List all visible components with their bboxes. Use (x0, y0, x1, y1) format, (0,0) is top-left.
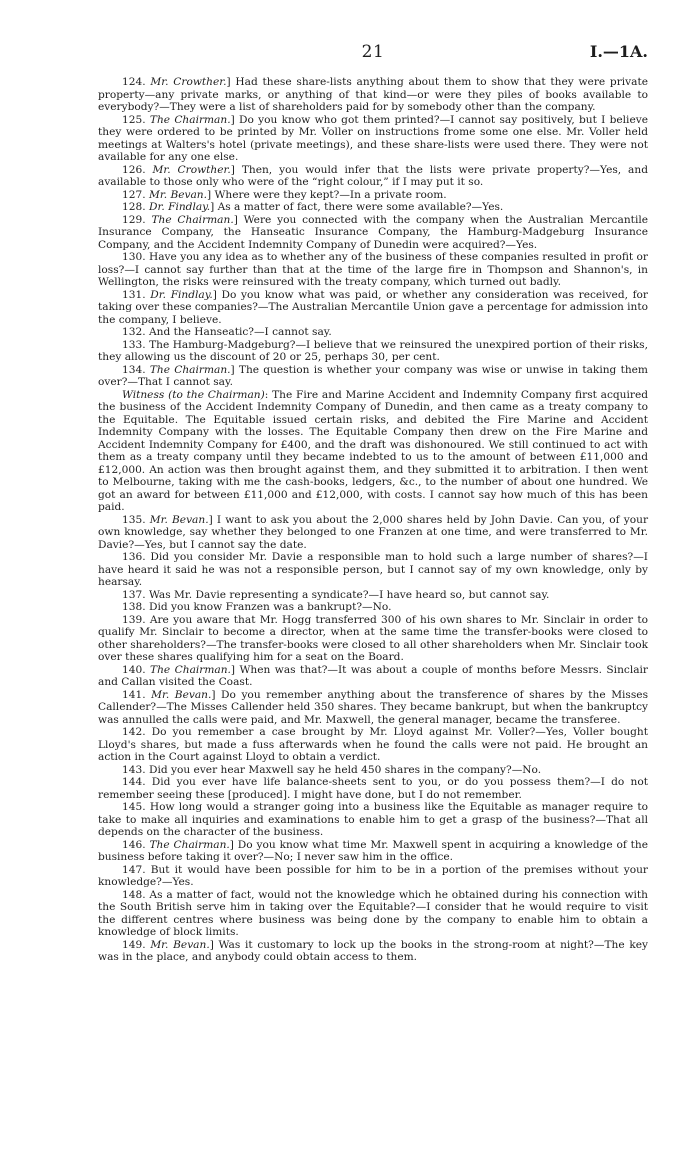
testimony-text: ] When was that?—It was about a couple of months before Messrs. Sinclair and Callan visited the Coast. (98, 663, 648, 688)
testimony-text: ] Do you know what was paid, or whether any consideration was received, for taking over these companies?—The Australian Mercantile Union gave a percentage for admission into the company, I believe. (98, 288, 648, 326)
speaker-name: Mr. Bevan. (149, 513, 209, 526)
testimony-paragraph (98, 201, 648, 214)
testimony-text: ] I want to ask you about the 2,000 shares held by John Davie. Can you, of your own knowledge, say whether they belonged to one Franzen at one time, and were transferred to Mr. Davie?—Yes, but I cannot say the date. (98, 513, 649, 551)
testimony-paragraph (98, 326, 648, 339)
testimony-paragraph (98, 364, 648, 389)
testimony-text: Do you remember a case brought by Mr. Lloyd against Mr. Voller?—Yes, Voller bought Lloyd's shares, but made a fuss afterwards when he found the calls were not paid. He brought an action in the Court against Lloyd to obtain a verdict. (98, 726, 648, 763)
testimony-paragraph (98, 289, 648, 327)
testimony-text: How long would a stranger going into a business like the Equitable as manager require to take to make all inquiries and examinations to enable him to get a grasp of the business?—That all depends on the character of the business. (98, 801, 648, 838)
testimony-paragraph (98, 189, 648, 202)
testimony-paragraph (98, 889, 648, 939)
speaker-name: The Chairman. (150, 663, 231, 676)
speaker-name: Mr. Crowther. (152, 163, 231, 176)
testimony-paragraph (98, 689, 648, 727)
question-number: 129. (122, 213, 152, 226)
testimony-paragraph (98, 839, 648, 864)
document-reference: I.—1A. (589, 42, 648, 61)
testimony-text: ] As a matter of fact, there were some available?—Yes. (210, 201, 504, 213)
question-number: 132. (122, 326, 149, 338)
question-number: 138. (122, 601, 149, 613)
testimony-paragraph (98, 339, 648, 364)
question-number: 140. (122, 663, 151, 676)
question-number: 145. (122, 801, 150, 813)
question-number: 130. (122, 251, 149, 263)
speaker-name: Mr. Bevan. (148, 188, 207, 201)
testimony-paragraph (98, 801, 648, 839)
testimony-text: ] Where were they kept?—In a private room. (207, 188, 447, 201)
testimony-paragraph (98, 589, 648, 602)
evidence-body (98, 76, 648, 964)
testimony-text: The Hamburg-Madgeburg?—I believe that we reinsured the unexpired portion of their risks, they allowing us the discount of 20 or 25, perhaps 30, per cent. (98, 338, 648, 363)
testimony-paragraph (98, 514, 648, 552)
question-number: 127. (122, 188, 149, 201)
question-number: 142. (122, 726, 152, 738)
speaker-name: Dr. Findlay. (148, 201, 211, 213)
question-number: 136. (122, 551, 151, 563)
speaker-name: The Chairman. (149, 363, 231, 376)
testimony-text: And the Hanseatic?—I cannot say. (148, 326, 332, 338)
testimony-paragraph (98, 389, 648, 514)
testimony-paragraph (98, 726, 648, 764)
testimony-text: ] Then, you would infer that the lists were private property?—Yes, and available to those only who were of the “right colour,” if I may put it so. (98, 163, 648, 188)
question-number: 137. (122, 588, 149, 601)
testimony-paragraph (98, 614, 648, 664)
testimony-text: As a matter of fact, would not the knowledge which he obtained during his connection with the South British serve him in taking over the Equitable?—I consider that he would require to visit the different centres where business was being done by the company to enable him to obtain a knowledge of block limits. (98, 888, 648, 938)
testimony-text: ] Was it customary to lock up the books in the strong-room at night?—The key was in the place, and anybody could obtain access to them. (98, 938, 648, 963)
testimony-paragraph (98, 776, 648, 801)
testimony-paragraph (98, 76, 648, 114)
testimony-text: ] Do you remember anything about the transference of shares by the Misses Callender?—The Misses Callender held 350 shares. They became bankrupt, but when the bankruptcy was annulled the calls were paid, and Mr. Maxwell, the general manager, became the transferee. (98, 688, 649, 726)
testimony-paragraph (98, 764, 648, 777)
testimony-paragraph (98, 864, 648, 889)
testimony-text: Did you ever have life balance-sheets sent to you, or do you possess them?—I do not remember seeing these [produced]. I might have done, but I do not remember. (98, 776, 648, 801)
testimony-text: ] Do you know who got them printed?—I cannot say positively, but I believe they were ordered to be printed by Mr. Voller on instructions frome some one else. Mr. Voller held meetings at Walters's hotel (private meetings), and these share-lists were used there. They were not available for any one else. (98, 113, 648, 163)
question-number: 143. (122, 763, 149, 776)
speaker-name: Mr. Bevan. (150, 938, 210, 951)
testimony-text: ] Do you know what time Mr. Maxwell spent in acquiring a knowledge of the business before taking it over?—No; I never saw him in the office. (98, 838, 649, 863)
question-number: 133. (122, 338, 150, 351)
question-number: 124. (122, 76, 151, 88)
question-number: 134. (122, 363, 150, 376)
testimony-paragraph (98, 939, 648, 964)
question-number: 146. (122, 838, 150, 851)
page-number: 21 (361, 42, 385, 62)
speaker-name: Dr. Findlay. (150, 288, 213, 301)
testimony-text: Did you consider Mr. Davie a responsible man to hold such a large number of shares?—I have heard it said he was not a responsible person, but I cannot say of my own knowledge, only by hearsay. (98, 551, 648, 588)
question-number: 144. (122, 776, 152, 788)
question-number: 125. (122, 113, 150, 126)
testimony-paragraph (98, 664, 648, 689)
question-number: 148. (122, 888, 150, 901)
speaker-name: The Chairman. (149, 838, 230, 851)
question-number: 135. (122, 513, 150, 526)
question-number: 149. (122, 938, 151, 951)
testimony-text: : The Fire and Marine Accident and Indemnity Company first acquired the business of the Accident Indemnity Company of Dunedin, and then came as a treaty company to the Equitable. The Equitable issued certain risks, and debited the Fire Marine and Accident Indemnity Company with the losses. The Equitable Company then drew on the Fire Marine and Accident Indemnity Company for £400, and the draft was dishonoured. We still continued to act with them as a treaty company until they became indebted to us to the amount of between £11,000 and £12,000. An action was then brought against them, and they submitted it to arbitration. I then went to Melbourne, taking with me the cash-books, ledgers, &c., to the number of about one hundred. We got an award for between £11,000 and £12,000, with costs. I cannot say how much of this has been paid. (98, 388, 649, 513)
testimony-text: Was Mr. Davie representing a syndicate?—I have heard so, but cannot say. (148, 588, 550, 601)
question-number: 147. (122, 863, 151, 876)
question-number: 139. (122, 613, 150, 626)
speaker-name: Mr. Bevan. (151, 688, 212, 701)
question-number: 131. (122, 288, 151, 301)
page-header (98, 42, 648, 68)
testimony-text: ] Had these share-lists anything about them to show that they were private property—any private marks, or anything of that kind—or were they piles of books available to everybody?—They were a list of shareholders paid for by somebody other than the company. (98, 76, 648, 113)
testimony-text: Did you ever hear Maxwell say he held 450 shares in the company?—No. (148, 763, 542, 776)
testimony-paragraph (98, 551, 648, 589)
testimony-paragraph (98, 251, 648, 289)
question-number: 141. (122, 688, 152, 701)
question-number: 126. (122, 163, 153, 176)
testimony-text: But it would have been possible for him to be in a portion of the premises without your knowledge?—Yes. (98, 863, 648, 888)
speaker-name: Mr. Crowther. (150, 76, 227, 88)
testimony-paragraph (98, 214, 648, 252)
speaker-name: The Chairman. (149, 113, 231, 126)
testimony-paragraph (98, 164, 648, 189)
testimony-paragraph (98, 114, 648, 164)
testimony-text: ] Were you connected with the company when the Australian Mercantile Insurance Company, the Hanseatic Insurance Company, the Hamburg-Madgeburg Insurance Company, and the Accident Indemnity Company of Dunedin were acquired?—Yes. (98, 213, 648, 251)
testimony-text: ] The question is whether your company was wise or unwise in taking them over?—That I cannot say. (98, 363, 648, 388)
question-number: 128. (122, 201, 149, 213)
speaker-name: Witness (to the Chairman) (122, 388, 265, 401)
testimony-text: Have you any idea as to whether any of the business of these companies resulted in profit or loss?—I cannot say further than that at the time of the large fire in Thompson and Shannon's, in Wellington, the risks were reinsured with the treaty company, which turned out badly. (98, 251, 648, 288)
testimony-text: Are you aware that Mr. Hogg transferred 300 of his own shares to Mr. Sinclair in order to qualify Mr. Sinclair to become a director, when at the same time the transfer-books were closed to other shareholders?—The transfer-books were closed to all other shareholders when Mr. Sinclair took over these shares qualifying him for a seat on the Board. (98, 613, 648, 663)
testimony-paragraph (98, 601, 648, 614)
testimony-text: Did you know Franzen was a bankrupt?—No. (148, 601, 392, 613)
speaker-name: The Chairman. (151, 213, 234, 226)
